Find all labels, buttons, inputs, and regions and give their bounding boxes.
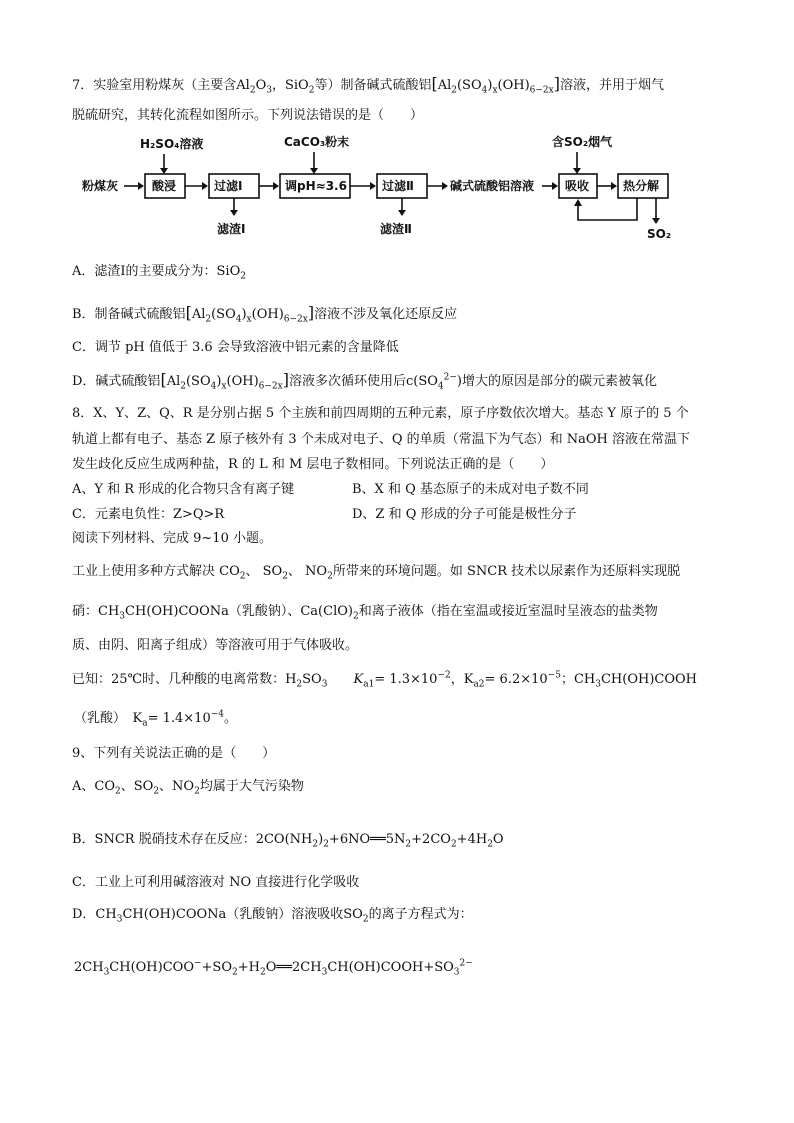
flow-output-residue-1: 滤渣Ⅰ [217, 222, 246, 236]
q8-line3: 发生歧化反应生成两种盐，R 的 L 和 M 层电子数相同。下列说法正确的是（ ） [72, 457, 554, 472]
svg-text:热分解: 热分解 [623, 179, 660, 193]
reading-p2: 硝：$CH_3CH(OH)COONa$（乳酸钠）、$Ca(ClO)_2$和离子液体（指在室温或接近室温时呈液态的盐类物 [72, 604, 658, 622]
q9-stem: 9、下列有关说法正确的是（ ） [72, 746, 276, 761]
q7-line1: 7．实验室用粉煤灰（主要含$Al_2O_3$，SiO$_2$等）制备碱式硫酸铝$[Al_2(SO_4)_x(OH)_{6-2x}]$溶液，并用于烟气 [72, 74, 664, 96]
q7-option-a: A．滤渣Ⅰ的主要成分为：SiO$_2$ [72, 264, 246, 282]
flow-input-caco3: CaCO₃粉末 [284, 135, 350, 149]
svg-text:吸收: 吸收 [565, 179, 590, 193]
reading-p3: 质、由阴、阳离子组成）等溶液可用于气体吸收。 [72, 638, 359, 653]
svg-text:调pH≈3.6: 调pH≈3.6 [285, 179, 347, 193]
svg-text:过滤Ⅱ: 过滤Ⅱ [382, 179, 414, 193]
q8-line2: 轨道上都有电子、基态 Z 原子核外有 3 个未成对电子、Q 的单质（常温下为气态）和 NaOH 溶液在常温下 [72, 432, 691, 447]
q8-option-b: B、X 和 Q 基态原子的未成对电子数不同 [352, 482, 589, 497]
q8-line1: 8．X、Y、Z、Q、R 是分别占据 5 个主族和前四周期的五种元素，原子序数依次增大。基态 Y 原子的 5 个 [72, 406, 689, 421]
q8-option-d: D、Z 和 Q 形成的分子可能是极性分子 [352, 507, 577, 522]
q7-option-b: B．制备碱式硫酸铝$[Al_2(SO_4)_x(OH)_{6-2x}]$溶液不涉及氧化还原反应 [72, 303, 458, 325]
q9-equation: $2CH_3CH(OH)COO^-+SO_2+H_2O══2CH_3CH(OH)COOH+SO_3^{2-}$ [74, 958, 473, 978]
flow-input-so2-gas: 含SO₂烟气 [552, 135, 613, 149]
reading-p4: 已知：25℃时、几种酸的电离常数：$H_2SO_3$ $K_{a1}= 1.3\times 10^{-2}$，$K_{a2}= 6.2\times 10^{-5}$；$CH_3CH(OH)COOH$ [72, 670, 698, 690]
flow-start-fly-ash: 粉煤灰 [82, 179, 119, 193]
q8-option-c: C．元素电负性：Z>Q>R [72, 507, 225, 522]
q7-option-d: D．碱式硫酸铝$[Al_2(SO_4)_x(OH)_{6-2x}]$溶液多次循环使用后$c(SO_4^{2-})$增大的原因是部分的碳元素被氧化 [72, 370, 658, 392]
q9-option-d: D．$CH_3CH(OH)COONa$（乳酸钠）溶液吸收$SO_2$的离子方程式为： [72, 907, 473, 925]
reading-intro: 阅读下列材料、完成 9~10 小题。 [72, 531, 272, 546]
flow-output-so2: SO₂ [647, 227, 672, 241]
q8-option-a: A、Y 和 R 形成的化合物只含有离子键 [72, 482, 295, 497]
q7-option-c: C．调节 pH 值低于 3.6 会导致溶液中铝元素的含量降低 [72, 340, 399, 355]
flow-diagram [72, 132, 712, 244]
flow-output-residue-2: 滤渣Ⅱ [380, 222, 412, 236]
reading-p5: （乳酸） $K_a= 1.4\times 10^{-4}$。 [74, 709, 238, 729]
q7-line2: 脱硫研究，其转化流程如图所示。下列说法错误的是（ ） [72, 108, 424, 123]
svg-text:酸浸: 酸浸 [152, 179, 177, 193]
q9-option-c: C．工业上可利用碱溶液对 NO 直接进行化学吸收 [72, 875, 360, 890]
q9-option-a: A、$CO_2$、$SO_2$、$NO_2$均属于大气污染物 [72, 779, 304, 797]
flow-input-h2so4: H₂SO₄溶液 [140, 137, 204, 151]
reading-p1: 工业上使用多种方式解决 $CO_2$、 $SO_2$、 $NO_2$所带来的环境问题。如 SNCR 技术以尿素作为还原料实现脱 [72, 564, 681, 582]
q9-option-b: B．SNCR 脱硝技术存在反应：$2CO(NH_2)_2+6NO══5N_2+2CO_2+4H_2O$ [72, 832, 504, 850]
svg-text:过滤Ⅰ: 过滤Ⅰ [214, 179, 243, 193]
flow-intermediate-solution: 碱式硫酸铝溶液 [450, 179, 535, 193]
